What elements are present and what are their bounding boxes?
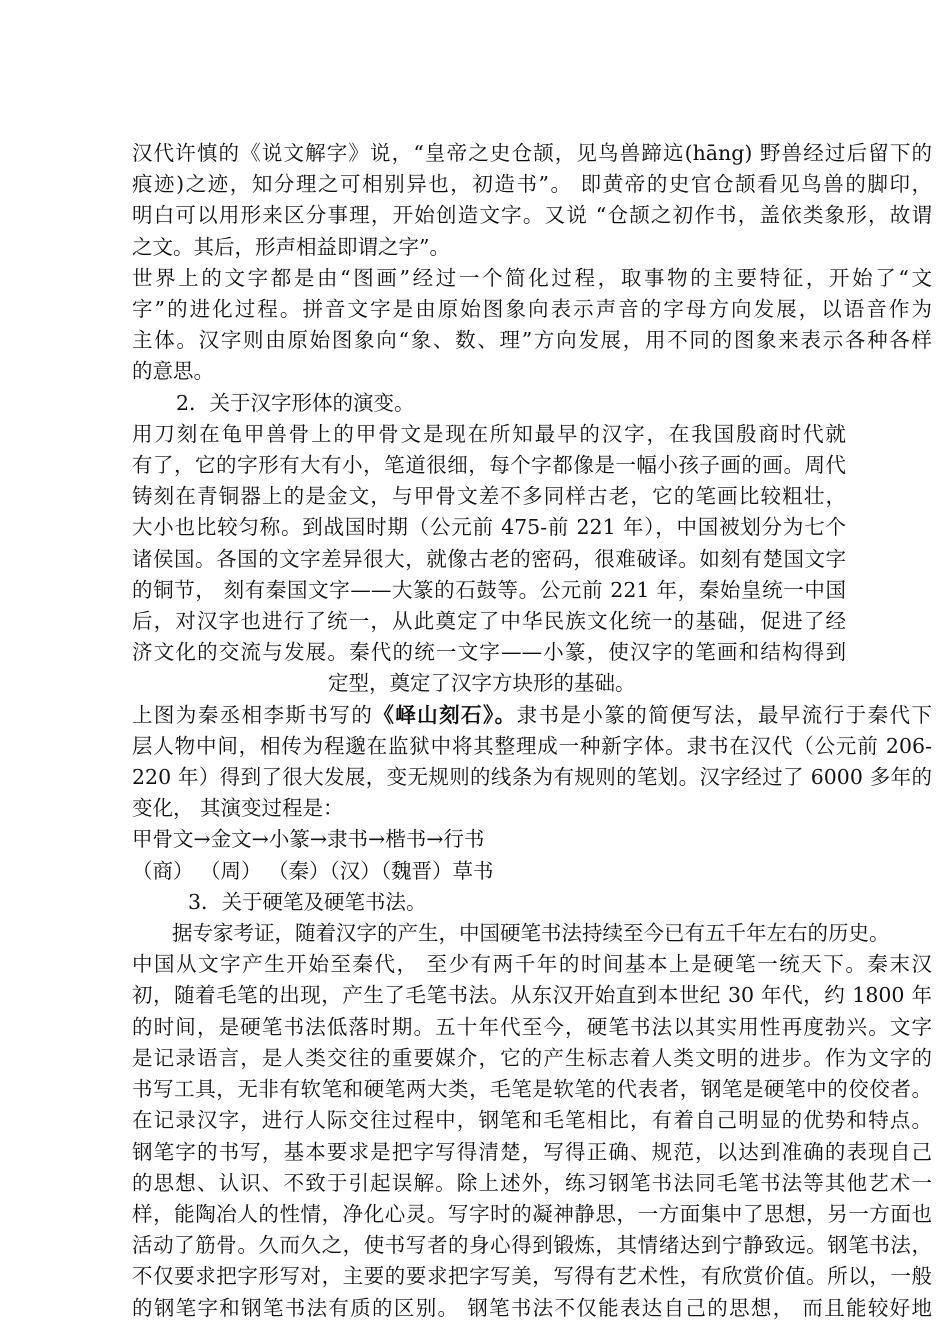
paragraph-origin-of-characters [132,138,932,263]
text-line: 诸侯国。各国的文字差异很大，就像古老的密码，很难破译。如刻有楚国文字 [132,546,846,571]
caption-text: 上图为秦丞相李斯书写的 [132,702,374,727]
text-line: 痕迹)之迹，知分理之可相别异也，初造书”。 即黄帝的史官仓颉看见鸟兽的脚印， [132,172,932,197]
text-line: 的意思。 [132,359,214,384]
text-line: 大小也比较匀称。到战国时期（公元前 475-前 221 年），中国被划分为七个 [132,515,846,540]
evolution-scripts: 甲骨文→金文→小篆→隶书→楷书→行书 [132,827,485,852]
paragraph-lishu [132,700,932,825]
paragraph-writing-systems [132,263,932,388]
text-line: 的钢笔字和钢笔书法有质的区别。 钢笔书法不仅能表达自己的思想， 而且能较好地 [132,1295,932,1320]
text-line: 之文。其后，形声相益即谓之字”。 [132,234,450,259]
evolution-sequence [132,824,932,886]
text-line: 书写工具，无非有软笔和硬笔两大类，毛笔是软笔的代表者，钢笔是硬笔中的佼佼者。 [132,1077,932,1102]
text-line: 钢笔字的书写，基本要求是把字写得清楚，写得正确、规范，以达到准确的表现自己 [132,1139,932,1164]
paragraph-hard-pen-calligraphy [132,918,932,1324]
paragraph-script-evolution [132,419,932,700]
section-heading-2: 2．关于汉字形体的演变。 [176,390,415,415]
text-line: 初，随着毛笔的出现，产生了毛笔书法。从东汉开始直到本世纪 30 年代，约 1800 年 [132,983,932,1008]
text-line: 样，能陶冶人的性情，净化心灵。写字时的凝神静思，一方面集中了思想，另一方面也 [132,1201,932,1226]
text-line: 有了，它的字形有大有小，笔道很细，每个字都像是一幅小孩子画的画。周代 [132,453,846,478]
text-line: 铸刻在青铜器上的是金文，与甲骨文差不多同样古老，它的笔画比较粗壮， [132,484,846,509]
inscription-title: 《峄山刻石》。 [373,702,517,727]
text-line: 后，对汉字也进行了统一，从此奠定了中华民族文化统一的基础，促进了经 [132,609,846,634]
text-line: 字”的进化过程。拼音文字是由原始图象向表示声音的字母方向发展，以语音作为 [132,297,932,322]
text-line: 定型，奠定了汉字方块形的基础。 [328,671,636,696]
text-line: 中国从文字产生开始至秦代， 至少有两千年的时间基本上是硬笔一统天下。秦末汉 [132,952,932,977]
text-line: 世界上的文字都是由“图画”经过一个简化过程，取事物的主要特征，开始了“文 [132,265,932,290]
text-line: 用刀刻在龟甲兽骨上的甲骨文是现在所知最早的汉字，在我国殷商时代就 [132,421,846,446]
evolution-dynasties: （商） （周） （秦）（汉）（魏晋）草书 [132,858,494,883]
text-line: 220 年）得到了很大发展，变无规则的线条为有规则的笔划。汉字经过了 6000 多年的 [132,765,932,790]
text-line: 明白可以用形来区分事理，开始创造文字。又说 “仓颉之初作书，盖依类象形，故谓 [132,203,932,228]
text-line: 是记录语言，是人类交往的重要媒介，它的产生标志着人类文明的进步。作为文字的 [132,1045,932,1070]
text-line: 据专家考证，随着汉字的产生，中国硬笔书法持续至今已有五千年左右的历史。 [172,921,890,946]
section-heading-3: 3．关于硬笔及硬笔书法。 [188,889,427,914]
text-line: 变化， 其演变过程是： [132,796,344,821]
text-line: 的思想、认识、不致于引起误解。除上述外，练习钢笔书法同毛笔书法等其他艺术一 [132,1170,932,1195]
text-line [132,700,932,731]
text-line: 在记录汉字，进行人际交往过程中，钢笔和毛笔相比，有着自己明显的优势和特点。 [132,1108,932,1133]
text-line: 活动了筋骨。久而久之，使书写者的身心得到锻炼，其情绪达到宁静致远。钢笔书法， [132,1233,932,1258]
document-page [132,138,932,1324]
text-line: 层人物中间，相传为程邈在监狱中将其整理成一种新字体。隶书在汉代（公元前 206- [132,733,932,758]
text-line: 的时间，是硬笔书法低落时期。五十年代至今，硬笔书法以其实用性再度勃兴。文字 [132,1014,932,1039]
text-line: 的铜节， 刻有秦国文字——大篆的石鼓等。公元前 221 年，秦始皇统一中国 [132,577,846,602]
text-line: 主体。汉字则由原始图象向“象、数、理”方向发展，用不同的图象来表示各种各样 [132,328,932,353]
caption-text: 隶书是小篆的简便写法，最早流行于秦代下 [516,702,932,727]
text-line: 济文化的交流与发展。秦代的统一文字——小篆，使汉字的笔画和结构得到 [132,640,846,665]
text-line: 汉代许慎的《说文解字》说，“皇帝之史仓颉，见鸟兽蹄迒(hāng) 野兽经过后留下的 [132,141,932,165]
text-line: 不仅要求把字形写对，主要的要求把字写美，写得有艺术性，有欣赏价值。所以，一般 [132,1264,932,1289]
